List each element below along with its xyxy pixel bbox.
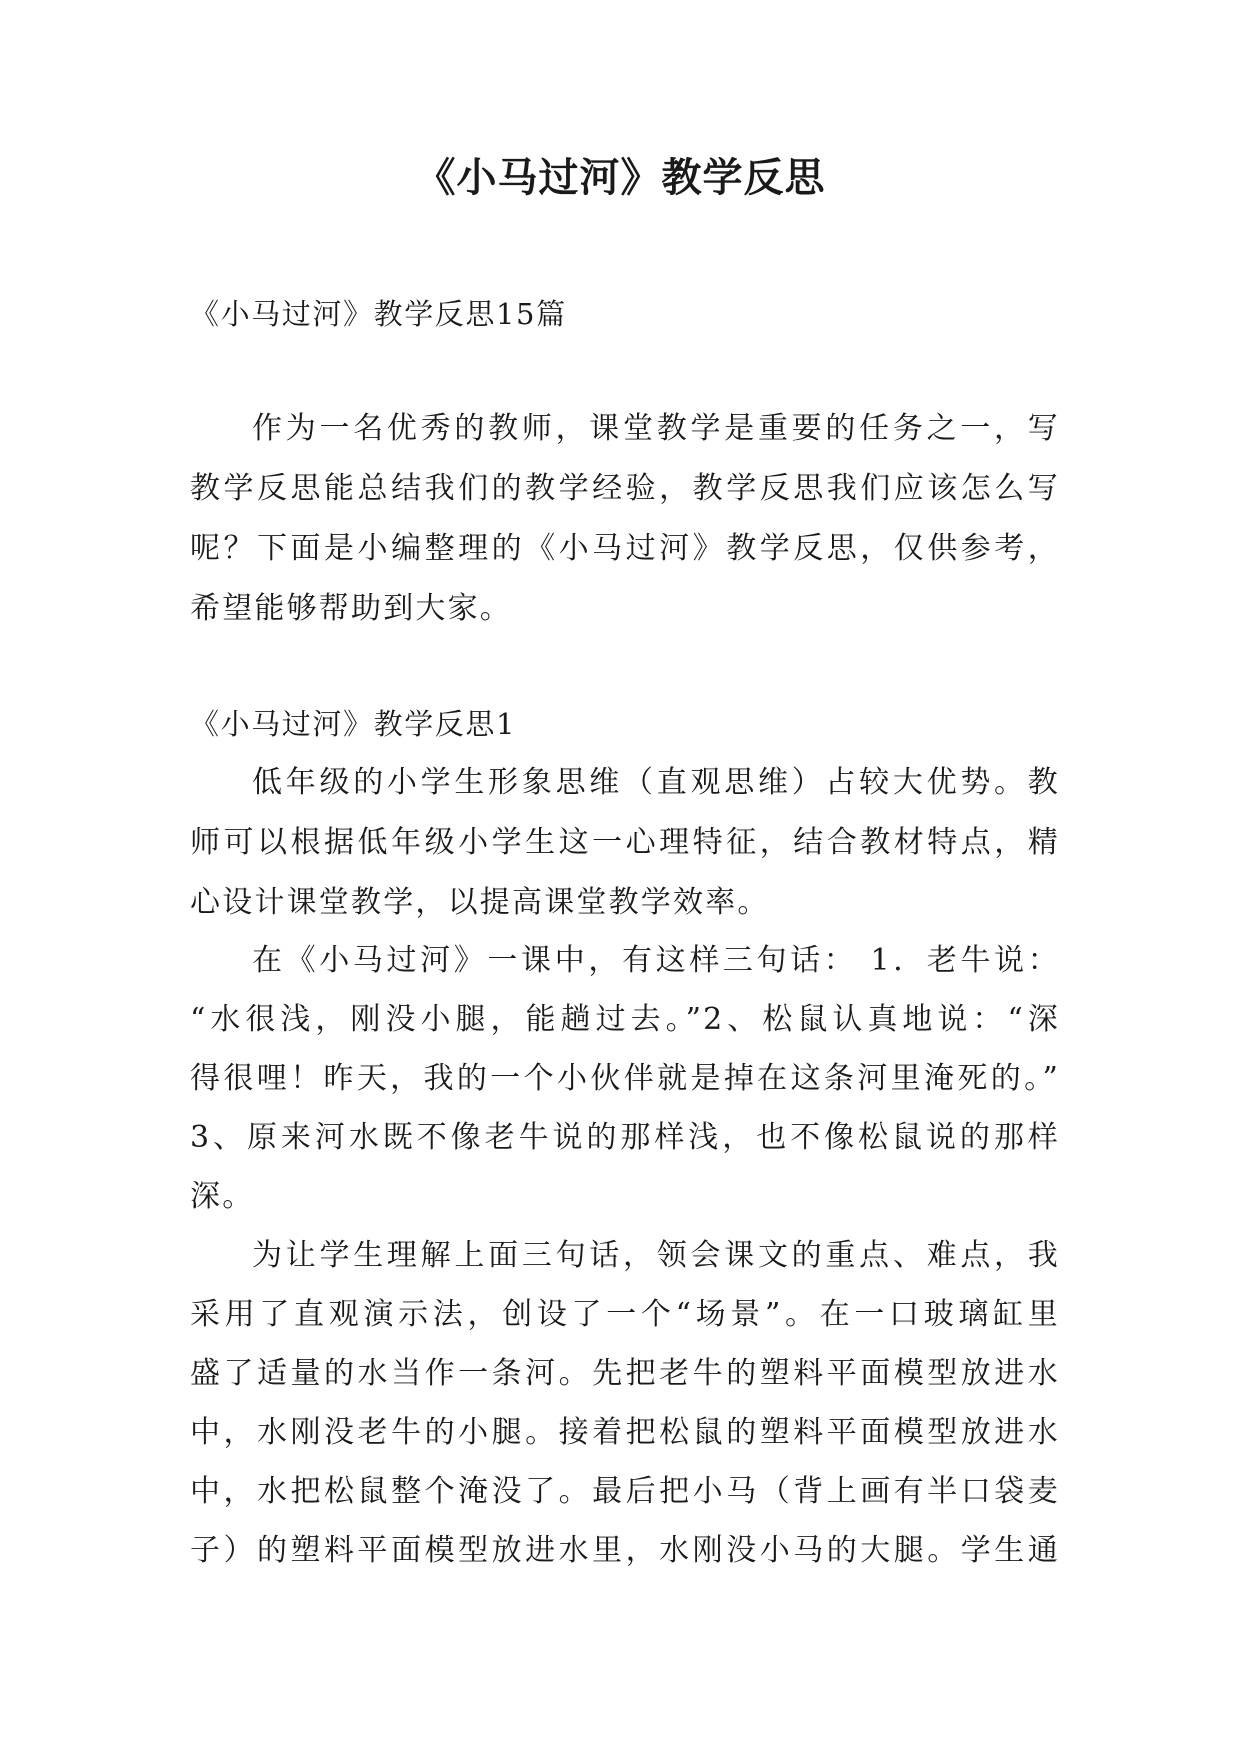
paragraph-line: “水很浅，刚没小腿，能趟过去。”2、松鼠认真地说：“深	[190, 1002, 1060, 1037]
document-title: 《小马过河》教学反思	[415, 155, 826, 201]
paragraph-line: 深。	[190, 1179, 255, 1214]
document-subtitle: 《小马过河》教学反思15篇	[190, 297, 567, 331]
paragraph-line: 3、原来河水既不像老牛说的那样浅，也不像松鼠说的那样	[190, 1120, 1060, 1155]
paragraph-line: 中，水把松鼠整个淹没了。最后把小马（背上画有半口袋麦	[190, 1474, 1060, 1509]
intro-line: 呢？下面是小编整理的《小马过河》教学反思，仅供参考，	[190, 531, 1060, 566]
paragraph-line: 盛了适量的水当作一条河。先把老牛的塑料平面模型放进水	[190, 1356, 1060, 1391]
intro-line: 希望能够帮助到大家。	[190, 591, 512, 626]
paragraph-line: 心设计课堂教学，以提高课堂教学效率。	[190, 885, 770, 920]
paragraph-line: 中，水刚没老牛的小腿。接着把松鼠的塑料平面模型放进水	[190, 1415, 1060, 1450]
paragraph-line: 为让学生理解上面三句话，领会课文的重点、难点，我	[252, 1238, 1060, 1273]
paragraph-line: 得很哩！昨天，我的一个小伙伴就是掉在这条河里淹死的。”	[190, 1061, 1060, 1096]
intro-line: 教学反思能总结我们的教学经验，教学反思我们应该怎么写	[190, 471, 1060, 506]
paragraph-line: 师可以根据低年级小学生这一心理特征，结合教材特点，精	[190, 825, 1060, 860]
paragraph-line: 子）的塑料平面模型放进水里，水刚没小马的大腿。学生通	[190, 1533, 1060, 1568]
section-heading: 《小马过河》教学反思1	[190, 707, 517, 741]
paragraph-line: 低年级的小学生形象思维（直观思维）占较大优势。教	[252, 765, 1060, 800]
paragraph-line: 在《小马过河》一课中，有这样三句话： 1．老牛说：	[252, 943, 1060, 978]
intro-line: 作为一名优秀的教师，课堂教学是重要的任务之一，写	[252, 411, 1060, 446]
paragraph-line: 采用了直观演示法，创设了一个“场景”。在一口玻璃缸里	[190, 1297, 1060, 1332]
